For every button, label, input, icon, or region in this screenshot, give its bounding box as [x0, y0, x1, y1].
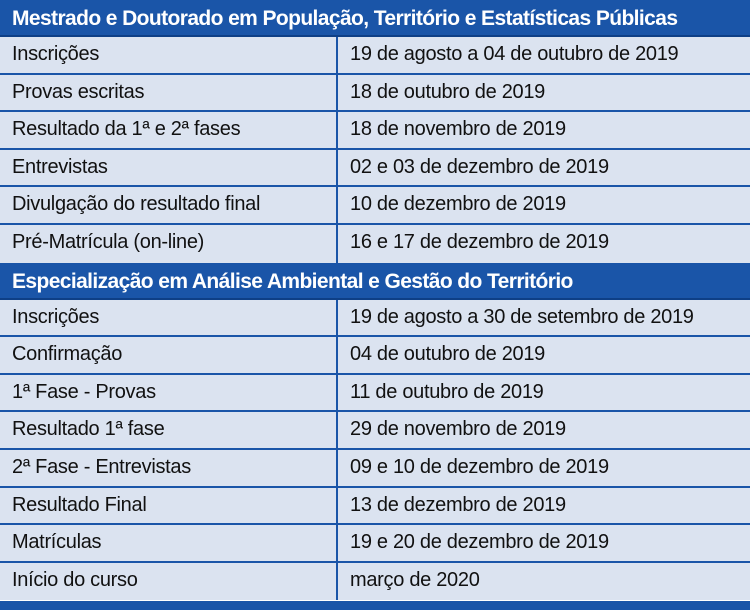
row-label: Inscrições — [0, 37, 338, 73]
row-date: 13 de dezembro de 2019 — [350, 493, 566, 516]
table-row — [0, 187, 750, 225]
row-label: Inscrições — [0, 300, 338, 336]
row-date: 02 e 03 de dezembro de 2019 — [350, 155, 609, 178]
table-row — [0, 300, 750, 338]
section-header: Especialização em Análise Ambiental e Gestão do Território — [0, 263, 750, 300]
table-row — [0, 75, 750, 113]
table-row — [0, 112, 750, 150]
row-date: 19 de agosto a 04 de outubro de 2019 — [350, 43, 679, 65]
section-header: Mestrado e Doutorado em População, Território e Estatísticas Públicas — [0, 0, 750, 37]
row-date: 18 de novembro de 2019 — [350, 118, 566, 141]
table-row — [0, 450, 750, 488]
row-date: 19 de agosto a 30 de setembro de 2019 — [350, 305, 694, 328]
row-label: Confirmação — [0, 337, 338, 373]
row-date: 04 de outubro de 2019 — [350, 343, 545, 366]
table-row — [0, 225, 750, 263]
row-label: Entrevistas — [0, 150, 338, 186]
section-rows — [0, 37, 750, 263]
table-row — [0, 375, 750, 413]
section-mestrado-doutorado — [0, 0, 750, 263]
row-label: 2ª Fase - Entrevistas — [0, 450, 338, 486]
table-row — [0, 412, 750, 450]
section-rows — [0, 300, 750, 601]
row-label: Início do curso — [0, 563, 338, 601]
table-row — [0, 525, 750, 563]
table-row — [0, 337, 750, 375]
row-label: Resultado da 1ª e 2ª fases — [0, 112, 338, 148]
row-date: 18 de outubro de 2019 — [350, 80, 545, 103]
row-date: 10 de dezembro de 2019 — [350, 193, 566, 216]
row-label: Pré-Matrícula (on-line) — [0, 225, 338, 263]
row-date: 19 e 20 de dezembro de 2019 — [350, 531, 609, 554]
table-row — [0, 563, 750, 601]
table-row — [0, 488, 750, 526]
row-label: Divulgação do resultado final — [0, 187, 338, 223]
row-date: março de 2020 — [350, 568, 480, 591]
bottom-border-bar — [0, 601, 750, 610]
row-label: Matrículas — [0, 525, 338, 561]
row-label: Resultado 1ª fase — [0, 412, 338, 448]
row-label: 1ª Fase - Provas — [0, 375, 338, 411]
table-row — [0, 150, 750, 188]
row-date: 09 e 10 de dezembro de 2019 — [350, 455, 609, 478]
table-row — [0, 37, 750, 75]
row-date: 29 de novembro de 2019 — [350, 418, 566, 441]
section-especializacao — [0, 263, 750, 601]
row-date: 11 de outubro de 2019 — [350, 380, 544, 403]
row-label: Provas escritas — [0, 75, 338, 111]
row-label: Resultado Final — [0, 488, 338, 524]
row-date: 16 e 17 de dezembro de 2019 — [350, 230, 609, 253]
